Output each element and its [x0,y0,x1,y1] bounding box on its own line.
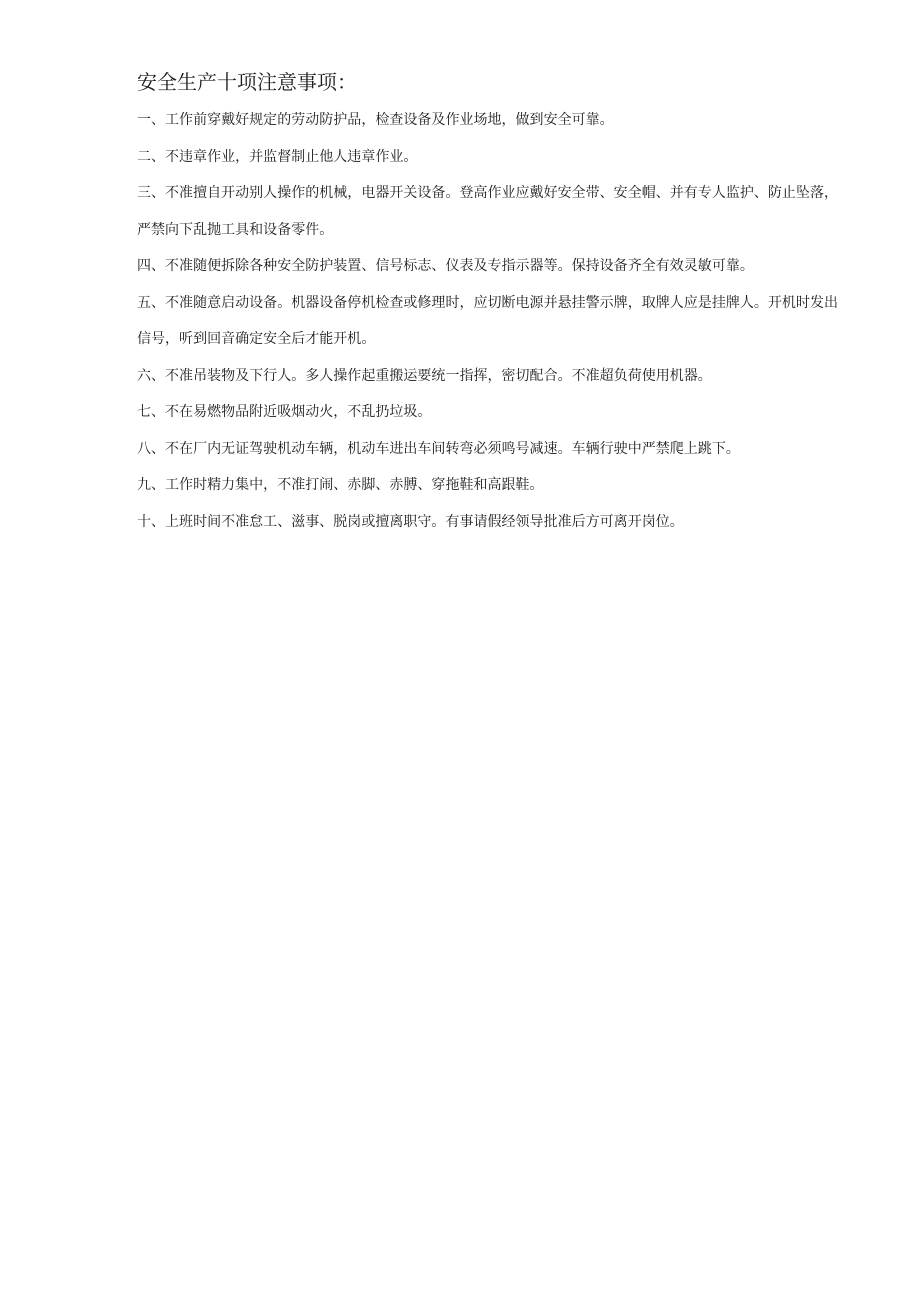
rule-item-4: 四、不准随便拆除各种安全防护装置、信号标志、仪表及专指示器等。保持设备齐全有效灵敏可靠。 [137,258,754,274]
rule-item-1: 一、工作前穿戴好规定的劳动防护品，检查设备及作业场地，做到安全可靠。 [137,112,614,128]
rule-item-9: 九、工作时精力集中，不准打闹、赤脚、赤膊、穿拖鞋和高跟鞋。 [137,477,544,493]
rule-item-5: 五、不准随意启动设备。机器设备停机检查或修理时，应切断电源并悬挂警示牌，取牌人应是挂牌人。开机时发出信号，听到回音确定安全后才能开机。 [137,294,838,347]
rule-item-6: 六、不准吊装物及下行人。多人操作起重搬运要统一指挥，密切配合。不准超负荷使用机器。 [137,367,712,384]
rule-item-7: 七、不在易燃物品附近吸烟动火，不乱扔垃圾。 [137,404,432,420]
rule-item-10: 十、上班时间不准怠工、滋事、脱岗或擅离职守。有事请假经领导批准后方可离开岗位。 [137,513,684,530]
rule-item-2: 二、不违章作业，并监督制止他人违章作业。 [137,148,418,165]
document-title: 安全生产十项注意事项： [137,70,357,94]
rule-item-3: 三、不准擅自开动别人操作的机械，电器开关设备。登高作业应戴好安全带、安全帽、并有专人监护、防止坠落，严禁向下乱抛工具和设备零件。 [137,185,838,238]
rule-item-8: 八、不在厂内无证驾驶机动车辆，机动车进出车间转弯必须鸣号减速。车辆行驶中严禁爬上跳下。 [137,440,740,457]
document-page [137,64,847,540]
